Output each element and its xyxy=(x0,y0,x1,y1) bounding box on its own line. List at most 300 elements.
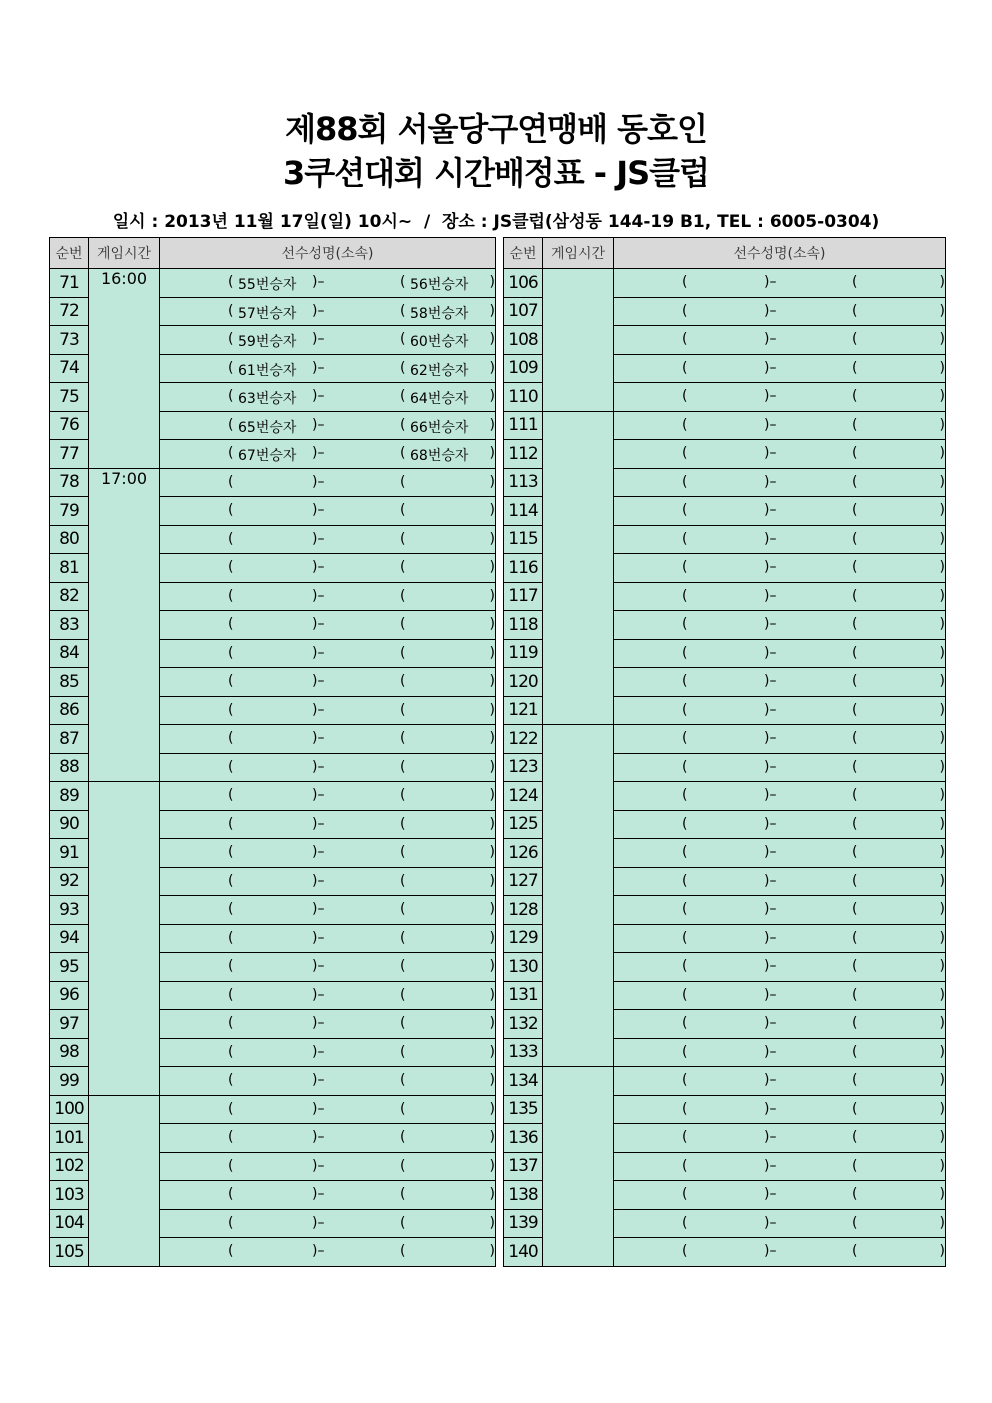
paren-open: ( xyxy=(852,302,858,319)
player1-name: 63번승자 xyxy=(238,391,297,407)
game-time xyxy=(543,725,614,1067)
paren-close-dash: )– xyxy=(764,701,777,718)
page-subtitle: 3쿠션대회 시간배정표 - JS클럽 xyxy=(283,154,709,192)
match-number: 121 xyxy=(504,696,543,725)
match-players[interactable] xyxy=(160,782,496,811)
paren-open: ( xyxy=(682,787,688,803)
paren-open: ( xyxy=(228,787,234,803)
paren-open: ( xyxy=(400,1214,406,1231)
paren-close: ) xyxy=(489,1043,495,1060)
paren-open: ( xyxy=(852,445,858,461)
paren-close-dash: )– xyxy=(312,701,325,718)
paren-close: ) xyxy=(489,986,495,1003)
match-players[interactable] xyxy=(614,468,946,497)
paren-open: ( xyxy=(400,701,406,718)
paren-close-dash: )– xyxy=(312,1214,325,1231)
paren-close-dash: )– xyxy=(312,844,325,860)
paren-open: ( xyxy=(682,1072,688,1088)
paren-open: ( xyxy=(400,1243,406,1259)
paren-open: ( xyxy=(228,1157,234,1174)
match-players[interactable] xyxy=(614,639,946,668)
player2-name: 68번승자 xyxy=(410,448,469,464)
paren-open: ( xyxy=(228,644,234,661)
match-players[interactable] xyxy=(160,1067,496,1096)
paren-open: ( xyxy=(228,445,234,461)
match-players[interactable] xyxy=(160,810,496,839)
match-players[interactable] xyxy=(160,981,496,1010)
paren-close-dash: )– xyxy=(764,1015,777,1031)
paren-close: ) xyxy=(489,1015,495,1031)
match-number: 101 xyxy=(50,1124,89,1153)
table-row xyxy=(50,1095,496,1124)
match-players[interactable] xyxy=(614,1067,946,1096)
paren-open: ( xyxy=(228,758,234,775)
match-players[interactable] xyxy=(160,1238,496,1267)
paren-close: ) xyxy=(489,815,495,832)
match-players[interactable] xyxy=(614,497,946,526)
match-number: 113 xyxy=(504,468,543,497)
paren-open: ( xyxy=(682,416,688,433)
match-players[interactable] xyxy=(160,639,496,668)
paren-open: ( xyxy=(682,1015,688,1031)
paren-open: ( xyxy=(852,416,858,433)
paren-open: ( xyxy=(852,587,858,604)
paren-close: ) xyxy=(939,473,945,490)
match-players[interactable] xyxy=(614,981,946,1010)
match-players[interactable] xyxy=(614,297,946,326)
match-number: 124 xyxy=(504,782,543,811)
paren-open: ( xyxy=(682,929,688,946)
table-row xyxy=(50,782,496,811)
match-number: 74 xyxy=(50,354,89,383)
match-players[interactable] xyxy=(614,1181,946,1210)
match-number: 80 xyxy=(50,525,89,554)
page-title: 제88회 서울당구연맹배 동호인 xyxy=(285,110,707,148)
paren-close: ) xyxy=(489,758,495,775)
paren-close-dash: )– xyxy=(764,388,777,404)
paren-close: ) xyxy=(489,1157,495,1174)
paren-open: ( xyxy=(400,1129,406,1145)
match-number: 93 xyxy=(50,896,89,925)
paren-close: ) xyxy=(939,502,945,518)
match-players[interactable] xyxy=(614,782,946,811)
paren-open: ( xyxy=(400,901,406,917)
paren-close-dash: )– xyxy=(312,331,325,347)
match-number: 72 xyxy=(50,297,89,326)
paren-open: ( xyxy=(228,730,234,746)
match-players[interactable] xyxy=(614,1152,946,1181)
match-players[interactable] xyxy=(160,1095,496,1124)
header-row xyxy=(504,238,946,269)
match-number: 140 xyxy=(504,1238,543,1267)
paren-open: ( xyxy=(682,986,688,1003)
paren-close-dash: )– xyxy=(764,274,777,290)
match-number: 129 xyxy=(504,924,543,953)
paren-close-dash: )– xyxy=(764,929,777,946)
match-players[interactable] xyxy=(614,867,946,896)
column-header-time: 게임시간 xyxy=(89,238,160,269)
paren-close: ) xyxy=(489,587,495,604)
match-players[interactable] xyxy=(614,924,946,953)
paren-open: ( xyxy=(682,302,688,319)
paren-close-dash: )– xyxy=(764,844,777,860)
header-row xyxy=(50,238,496,269)
paren-open: ( xyxy=(682,502,688,518)
match-number: 100 xyxy=(50,1095,89,1124)
match-number: 91 xyxy=(50,839,89,868)
match-number: 71 xyxy=(50,269,89,298)
paren-close: ) xyxy=(939,1186,945,1202)
paren-open: ( xyxy=(400,815,406,832)
paren-open: ( xyxy=(400,958,406,974)
match-players[interactable] xyxy=(614,354,946,383)
paren-open: ( xyxy=(228,302,234,319)
paren-open: ( xyxy=(228,502,234,518)
paren-close-dash: )– xyxy=(764,587,777,604)
paren-open: ( xyxy=(852,1072,858,1088)
paren-close-dash: )– xyxy=(312,758,325,775)
paren-open: ( xyxy=(228,673,234,689)
match-number: 84 xyxy=(50,639,89,668)
match-players[interactable] xyxy=(160,924,496,953)
match-players[interactable] xyxy=(160,725,496,754)
paren-close-dash: )– xyxy=(312,958,325,974)
paren-open: ( xyxy=(228,1043,234,1060)
paren-close-dash: )– xyxy=(312,359,325,376)
paren-close-dash: )– xyxy=(764,1100,777,1117)
match-players[interactable] xyxy=(160,497,496,526)
paren-close-dash: )– xyxy=(312,587,325,604)
column-header-no: 순번 xyxy=(504,238,543,269)
column-header-no: 순번 xyxy=(50,238,89,269)
match-players[interactable] xyxy=(614,525,946,554)
paren-close: ) xyxy=(939,388,945,404)
match-players[interactable] xyxy=(160,411,496,440)
match-number: 138 xyxy=(504,1181,543,1210)
paren-close: ) xyxy=(939,1129,945,1145)
paren-close-dash: )– xyxy=(764,473,777,490)
paren-open: ( xyxy=(682,587,688,604)
paren-close: ) xyxy=(489,416,495,433)
paren-close: ) xyxy=(939,302,945,319)
player1-name: 67번승자 xyxy=(238,448,297,464)
paren-open: ( xyxy=(852,929,858,946)
game-time: 16:00 xyxy=(89,269,160,469)
paren-close-dash: )– xyxy=(764,901,777,917)
match-players[interactable] xyxy=(614,725,946,754)
match-number: 131 xyxy=(504,981,543,1010)
paren-open: ( xyxy=(682,616,688,632)
match-players[interactable] xyxy=(160,354,496,383)
match-players[interactable] xyxy=(160,668,496,697)
match-number: 135 xyxy=(504,1095,543,1124)
paren-open: ( xyxy=(228,1100,234,1117)
match-players[interactable] xyxy=(160,383,496,412)
paren-open: ( xyxy=(400,844,406,860)
match-number: 123 xyxy=(504,753,543,782)
paren-open: ( xyxy=(852,901,858,917)
match-number: 104 xyxy=(50,1209,89,1238)
paren-open: ( xyxy=(852,1015,858,1031)
match-players[interactable] xyxy=(160,867,496,896)
paren-open: ( xyxy=(682,1100,688,1117)
match-number: 82 xyxy=(50,582,89,611)
paren-close-dash: )– xyxy=(764,958,777,974)
paren-close-dash: )– xyxy=(312,616,325,632)
paren-close-dash: )– xyxy=(312,644,325,661)
match-number: 120 xyxy=(504,668,543,697)
paren-close-dash: )– xyxy=(764,787,777,803)
paren-open: ( xyxy=(228,1129,234,1145)
paren-open: ( xyxy=(400,530,406,547)
match-players[interactable] xyxy=(614,383,946,412)
paren-close: ) xyxy=(489,787,495,803)
paren-close: ) xyxy=(489,502,495,518)
paren-close-dash: )– xyxy=(764,1186,777,1202)
match-number: 126 xyxy=(504,839,543,868)
paren-open: ( xyxy=(400,1072,406,1088)
paren-close: ) xyxy=(939,616,945,632)
match-players[interactable] xyxy=(160,696,496,725)
paren-close-dash: )– xyxy=(764,730,777,746)
match-number: 111 xyxy=(504,411,543,440)
match-players[interactable] xyxy=(160,896,496,925)
match-players[interactable] xyxy=(614,753,946,782)
paren-open: ( xyxy=(400,929,406,946)
paren-open: ( xyxy=(228,1214,234,1231)
match-number: 112 xyxy=(504,440,543,469)
paren-close-dash: )– xyxy=(764,1072,777,1088)
paren-close: ) xyxy=(939,274,945,290)
match-players[interactable] xyxy=(160,525,496,554)
match-number: 90 xyxy=(50,810,89,839)
paren-open: ( xyxy=(682,758,688,775)
paren-open: ( xyxy=(228,473,234,490)
paren-open: ( xyxy=(400,986,406,1003)
paren-close: ) xyxy=(939,587,945,604)
match-players[interactable] xyxy=(160,468,496,497)
match-number: 96 xyxy=(50,981,89,1010)
paren-open: ( xyxy=(228,274,234,290)
paren-close: ) xyxy=(489,872,495,889)
match-players[interactable] xyxy=(160,1124,496,1153)
match-players[interactable] xyxy=(160,839,496,868)
match-players[interactable] xyxy=(160,611,496,640)
paren-close-dash: )– xyxy=(312,673,325,689)
paren-open: ( xyxy=(228,929,234,946)
paren-open: ( xyxy=(852,787,858,803)
paren-open: ( xyxy=(228,1243,234,1259)
match-players[interactable] xyxy=(614,696,946,725)
match-players[interactable] xyxy=(160,326,496,355)
paren-open: ( xyxy=(400,787,406,803)
paren-close: ) xyxy=(489,673,495,689)
paren-close: ) xyxy=(489,929,495,946)
paren-close: ) xyxy=(489,1214,495,1231)
paren-open: ( xyxy=(852,1243,858,1259)
paren-open: ( xyxy=(682,473,688,490)
match-players[interactable] xyxy=(160,440,496,469)
match-players[interactable] xyxy=(614,269,946,298)
match-players[interactable] xyxy=(614,1095,946,1124)
match-players[interactable] xyxy=(160,1010,496,1039)
paren-open: ( xyxy=(400,673,406,689)
paren-open: ( xyxy=(228,616,234,632)
paren-close: ) xyxy=(939,673,945,689)
paren-open: ( xyxy=(228,331,234,347)
match-players[interactable] xyxy=(614,554,946,583)
paren-close-dash: )– xyxy=(764,530,777,547)
paren-close-dash: )– xyxy=(312,1186,325,1202)
paren-open: ( xyxy=(852,701,858,718)
match-number: 139 xyxy=(504,1209,543,1238)
match-number: 76 xyxy=(50,411,89,440)
paren-close-dash: )– xyxy=(764,445,777,461)
paren-open: ( xyxy=(682,445,688,461)
match-players[interactable] xyxy=(160,1181,496,1210)
paren-open: ( xyxy=(682,644,688,661)
match-players[interactable] xyxy=(614,896,946,925)
match-number: 109 xyxy=(504,354,543,383)
paren-close-dash: )– xyxy=(312,1243,325,1259)
paren-close: ) xyxy=(489,844,495,860)
match-players[interactable] xyxy=(160,269,496,298)
paren-open: ( xyxy=(682,1214,688,1231)
player1-name: 57번승자 xyxy=(238,305,297,322)
match-players[interactable] xyxy=(614,326,946,355)
table-row xyxy=(50,269,496,298)
match-number: 85 xyxy=(50,668,89,697)
match-players[interactable] xyxy=(160,1152,496,1181)
match-players[interactable] xyxy=(160,1209,496,1238)
match-number: 105 xyxy=(50,1238,89,1267)
paren-close: ) xyxy=(489,302,495,319)
match-number: 92 xyxy=(50,867,89,896)
paren-open: ( xyxy=(852,673,858,689)
match-number: 118 xyxy=(504,611,543,640)
paren-close-dash: )– xyxy=(312,901,325,917)
paren-open: ( xyxy=(400,302,406,319)
paren-close-dash: )– xyxy=(312,1043,325,1060)
paren-open: ( xyxy=(852,274,858,290)
paren-close-dash: )– xyxy=(764,1243,777,1259)
paren-open: ( xyxy=(682,730,688,746)
paren-open: ( xyxy=(228,359,234,376)
paren-open: ( xyxy=(400,331,406,347)
match-players[interactable] xyxy=(614,810,946,839)
match-players[interactable] xyxy=(614,1124,946,1153)
match-players[interactable] xyxy=(614,953,946,982)
paren-open: ( xyxy=(400,1043,406,1060)
match-number: 102 xyxy=(50,1152,89,1181)
paren-close: ) xyxy=(489,274,495,290)
match-number: 81 xyxy=(50,554,89,583)
match-number: 119 xyxy=(504,639,543,668)
paren-close-dash: )– xyxy=(312,530,325,547)
paren-open: ( xyxy=(852,958,858,974)
paren-close-dash: )– xyxy=(764,986,777,1003)
match-players[interactable] xyxy=(160,297,496,326)
paren-close-dash: )– xyxy=(764,673,777,689)
game-time xyxy=(89,782,160,1096)
paren-open: ( xyxy=(852,1186,858,1202)
player2-name: 62번승자 xyxy=(410,362,469,379)
match-players[interactable] xyxy=(614,411,946,440)
paren-close-dash: )– xyxy=(312,986,325,1003)
match-players[interactable] xyxy=(160,554,496,583)
game-time xyxy=(543,411,614,725)
match-number: 137 xyxy=(504,1152,543,1181)
match-number: 103 xyxy=(50,1181,89,1210)
paren-open: ( xyxy=(852,1214,858,1231)
paren-close: ) xyxy=(489,730,495,746)
paren-open: ( xyxy=(400,445,406,461)
match-players[interactable] xyxy=(614,1209,946,1238)
paren-close-dash: )– xyxy=(764,302,777,319)
paren-open: ( xyxy=(228,986,234,1003)
match-number: 130 xyxy=(504,953,543,982)
game-time xyxy=(543,269,614,412)
paren-close-dash: )– xyxy=(312,1157,325,1174)
player1-name: 59번승자 xyxy=(238,334,297,350)
paren-open: ( xyxy=(400,473,406,490)
paren-close: ) xyxy=(939,958,945,974)
paren-close-dash: )– xyxy=(312,1129,325,1145)
column-header-players: 선수성명(소속) xyxy=(160,238,496,269)
paren-open: ( xyxy=(400,758,406,775)
match-players[interactable] xyxy=(614,582,946,611)
paren-close: ) xyxy=(939,1243,945,1259)
match-players[interactable] xyxy=(614,1010,946,1039)
game-time: 17:00 xyxy=(89,468,160,782)
game-time xyxy=(543,1067,614,1267)
paren-close: ) xyxy=(939,730,945,746)
match-number: 136 xyxy=(504,1124,543,1153)
match-number: 75 xyxy=(50,383,89,412)
paren-open: ( xyxy=(852,473,858,490)
player2-name: 66번승자 xyxy=(410,419,469,436)
match-players[interactable] xyxy=(614,611,946,640)
paren-close: ) xyxy=(939,359,945,376)
paren-open: ( xyxy=(852,644,858,661)
paren-open: ( xyxy=(852,758,858,775)
match-players[interactable] xyxy=(614,668,946,697)
paren-open: ( xyxy=(400,388,406,404)
match-players[interactable] xyxy=(614,839,946,868)
paren-open: ( xyxy=(852,1043,858,1060)
paren-open: ( xyxy=(228,1186,234,1202)
match-players[interactable] xyxy=(614,440,946,469)
paren-open: ( xyxy=(682,388,688,404)
paren-open: ( xyxy=(852,1100,858,1117)
match-players[interactable] xyxy=(160,753,496,782)
paren-close: ) xyxy=(939,872,945,889)
paren-close: ) xyxy=(939,929,945,946)
match-players[interactable] xyxy=(614,1238,946,1267)
player2-name: 56번승자 xyxy=(410,277,469,293)
paren-open: ( xyxy=(400,1186,406,1202)
paren-close-dash: )– xyxy=(764,1043,777,1060)
column-header-time: 게임시간 xyxy=(543,238,614,269)
match-players[interactable] xyxy=(160,1038,496,1067)
paren-close: ) xyxy=(939,559,945,575)
match-players[interactable] xyxy=(614,1038,946,1067)
paren-open: ( xyxy=(400,872,406,889)
match-players[interactable] xyxy=(160,582,496,611)
game-time xyxy=(89,1095,160,1266)
paren-open: ( xyxy=(400,1100,406,1117)
match-players[interactable] xyxy=(160,953,496,982)
